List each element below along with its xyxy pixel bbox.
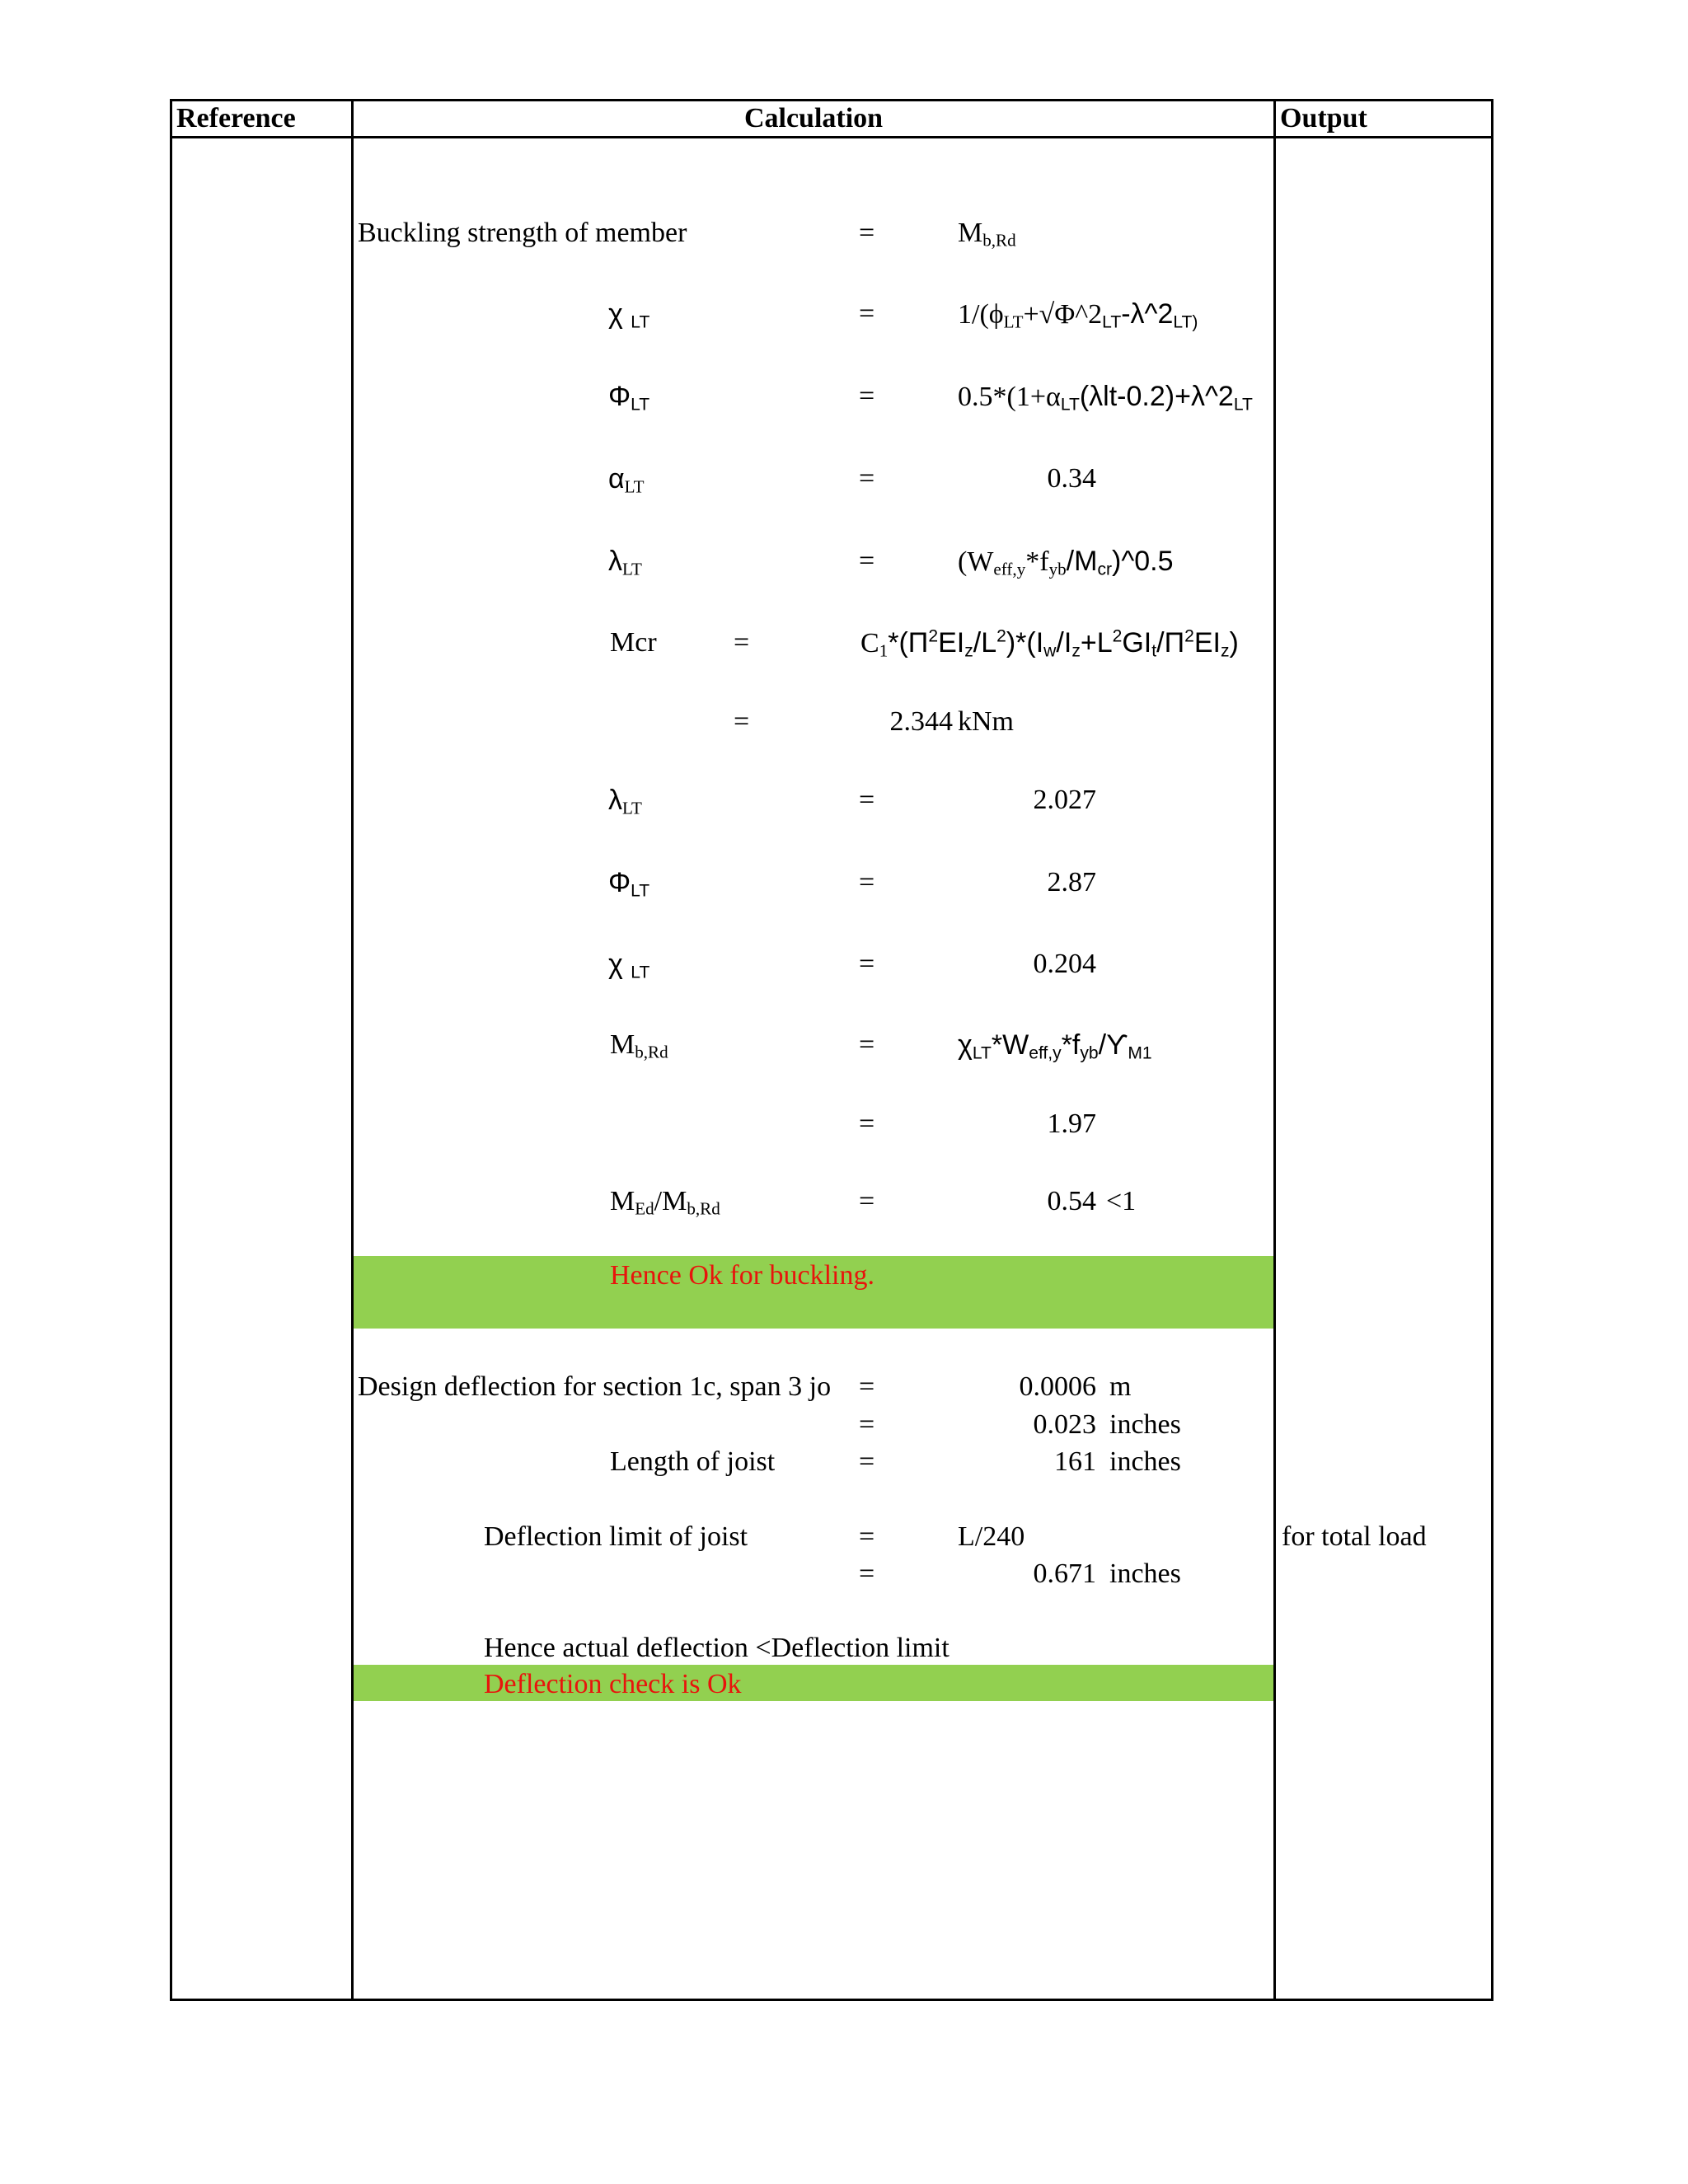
deflection-check-result: Deflection check is Ok — [484, 1669, 742, 1699]
table-bottom-border — [170, 1999, 1493, 2001]
chi-lt-formula: $1/(\phi_{LT}+√\Phi\^{}2_{LT}-\lambda\^{}2_{LT)}$ — [958, 298, 1198, 332]
lambda-lt-value: 2.027 — [1033, 785, 1096, 815]
output-note: for total load — [1282, 1521, 1427, 1552]
chi-lt-label: χ $_{LT}$ — [608, 949, 650, 982]
buckling-check-result: Hence Ok for buckling. — [610, 1260, 875, 1291]
chi-lt-value: 0.204 — [1033, 949, 1096, 979]
equals-sign: = — [859, 949, 875, 979]
equals-sign: = — [859, 1029, 875, 1060]
equals-sign: = — [734, 706, 750, 737]
alpha-lt-label: $\alpha_{LT}$ — [608, 463, 645, 497]
utilisation-ratio-compare: <1 — [1106, 1186, 1137, 1216]
equals-sign: = — [734, 627, 750, 658]
reference-column-header: Reference — [176, 103, 296, 134]
utilisation-ratio-label: $M_{Ed}/M_{b,Rd}$ — [610, 1186, 720, 1219]
joist-length-value: 161 — [1054, 1446, 1096, 1477]
equals-sign: = — [859, 381, 875, 411]
design-deflection-value-in: 0.023 — [1033, 1409, 1096, 1440]
equals-sign: = — [859, 546, 875, 576]
deflection-limit-formula: L/240 — [958, 1521, 1025, 1552]
phi-lt-label: $\Phi_{LT}$ — [608, 867, 650, 901]
lambda-lt-label: $\lambda_{LT}$ — [608, 546, 642, 579]
phi-lt-label: $\Phi_{LT}$ — [608, 381, 650, 415]
equals-sign: = — [859, 1371, 875, 1402]
output-column-divider — [1273, 99, 1276, 2001]
deflection-limit-value: 0.671 — [1033, 1558, 1096, 1589]
mbrd-symbol: $M_{b,Rd}$ — [958, 218, 1016, 251]
table-right-border — [1491, 99, 1493, 2001]
deflection-limit-unit: inches — [1109, 1558, 1181, 1589]
lambda-lt-formula: $(W_{eff,y}*f_{yb}/M_{cr})\^{}0.5$ — [958, 546, 1174, 579]
mcr-label: Mcr — [610, 627, 657, 658]
design-deflection-value-m: 0.0006 — [1019, 1371, 1096, 1402]
mcr-unit: kNm — [958, 706, 1014, 737]
mbrd-value: 1.97 — [1047, 1108, 1096, 1139]
utilisation-ratio-value: 0.54 — [1047, 1186, 1096, 1216]
phi-lt-value: 2.87 — [1047, 867, 1096, 898]
joist-length-label: Length of joist — [610, 1446, 776, 1477]
equals-sign: = — [859, 218, 875, 248]
lambda-lt-label: $\lambda_{LT}$ — [608, 785, 642, 818]
design-deflection-label: Design deflection for section 1c, span 3 jo — [358, 1371, 832, 1402]
equals-sign: = — [859, 1108, 875, 1139]
equals-sign: = — [859, 463, 875, 494]
deflection-conclusion: Hence actual deflection <Deflection limit — [484, 1633, 950, 1663]
chi-lt-label: χ $_{LT}$ — [608, 298, 650, 332]
calculation-column-header: Calculation — [743, 103, 884, 134]
equals-sign: = — [859, 1521, 875, 1552]
mcr-value: 2.344 — [889, 706, 953, 737]
alpha-lt-value: 0.34 — [1047, 463, 1096, 494]
equals-sign: = — [859, 867, 875, 898]
mcr-formula: $C_1*(\Pi^2EI_z/L^2)*(I_w/I_z+L^2GI_t/\Pi^2EI_z)$ — [860, 626, 1239, 661]
mbrd-label: $M_{b,Rd}$ — [610, 1029, 668, 1062]
phi-lt-formula: $0.5*(1+\alpha_{LT}(\lambda lt-0.2)+\lambda\^{}2_{LT}$ — [958, 381, 1253, 415]
mbrd-formula: $\chi_{LT}*W_{eff,y}*f_{yb}/ϒ_{M1}$ — [958, 1029, 1152, 1063]
design-deflection-unit-in: inches — [1109, 1409, 1181, 1440]
joist-length-unit: inches — [1109, 1446, 1181, 1477]
output-column-header: Output — [1280, 103, 1367, 134]
equals-sign: = — [859, 785, 875, 815]
equals-sign: = — [859, 1186, 875, 1216]
deflection-limit-label: Deflection limit of joist — [484, 1521, 748, 1552]
buckling-title: Buckling strength of member — [358, 218, 687, 248]
design-deflection-unit-m: m — [1109, 1371, 1132, 1402]
equals-sign: = — [859, 298, 875, 329]
reference-column-divider — [351, 99, 354, 2001]
equals-sign: = — [859, 1558, 875, 1589]
equals-sign: = — [859, 1446, 875, 1477]
table-left-border — [170, 99, 172, 2001]
equals-sign: = — [859, 1409, 875, 1440]
